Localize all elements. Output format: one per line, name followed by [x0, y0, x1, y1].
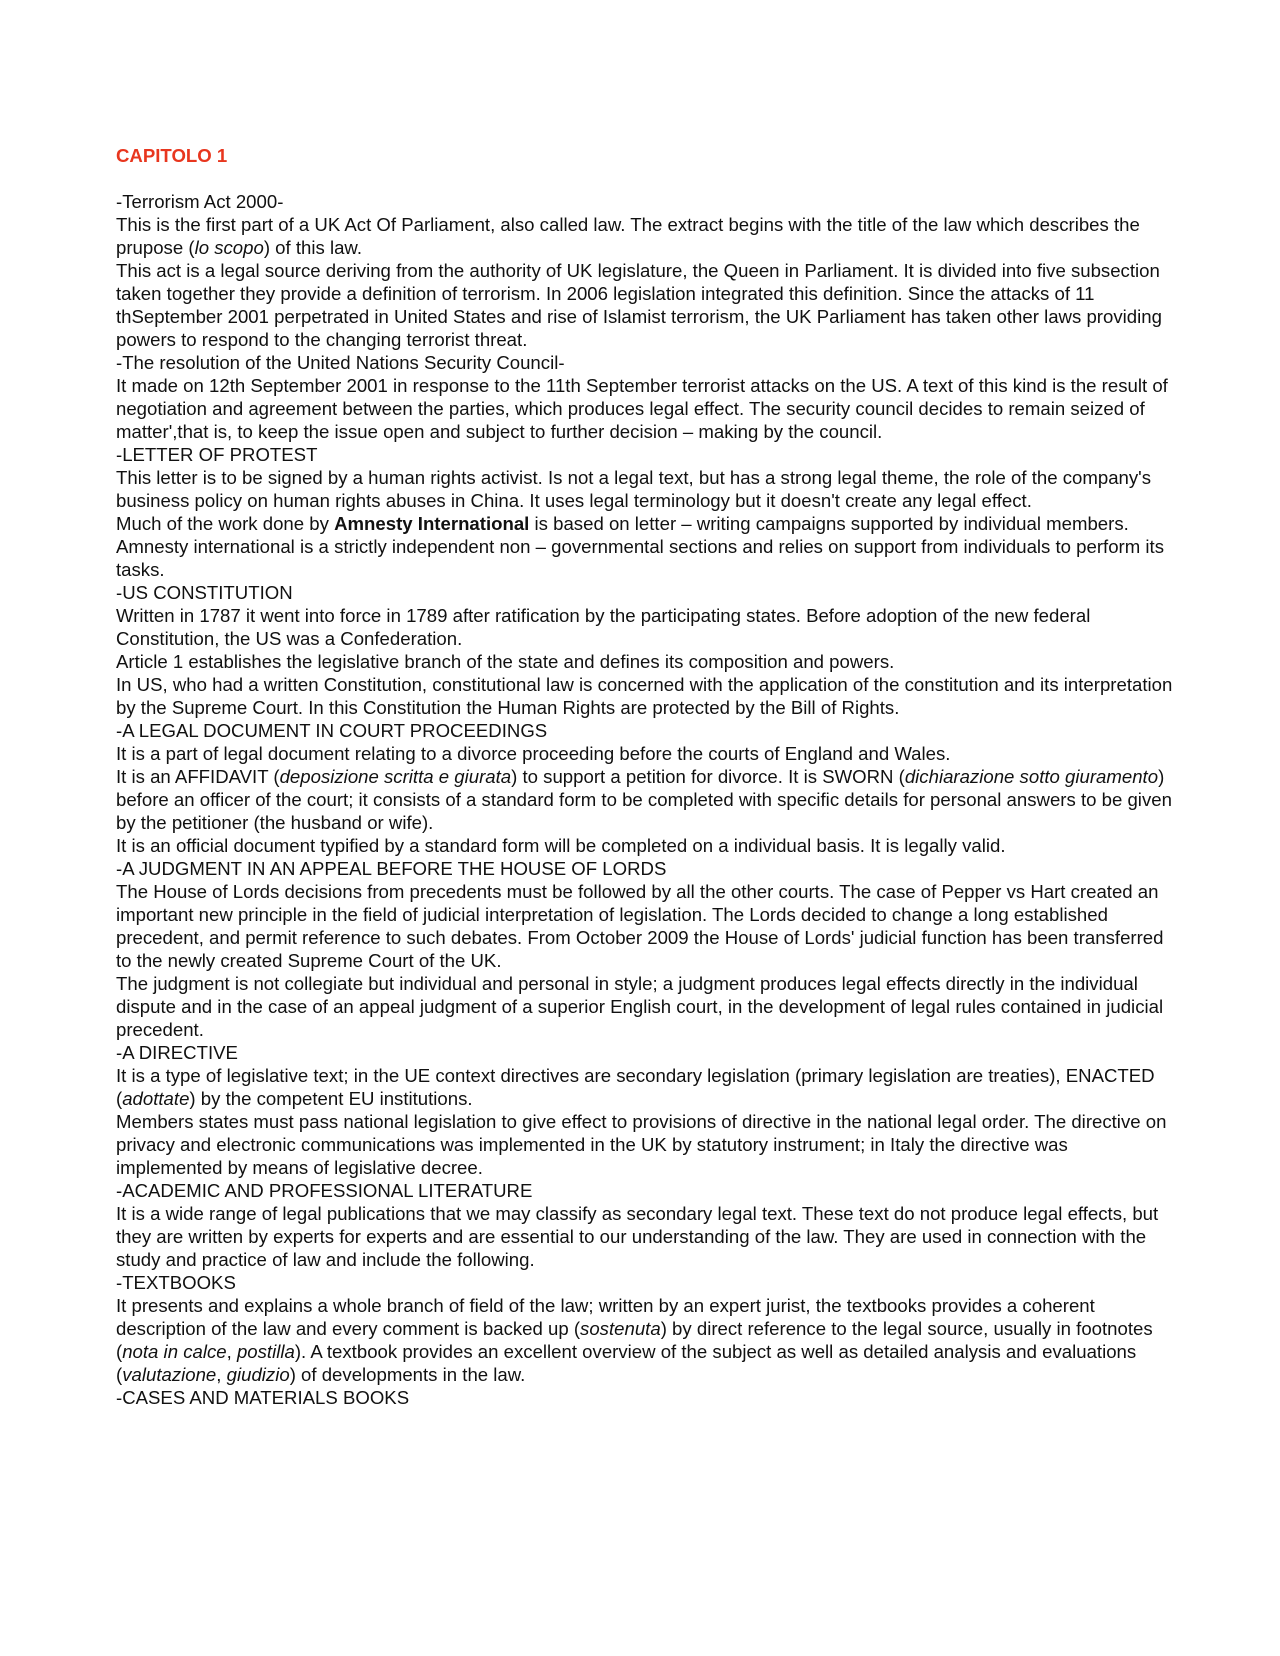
text-run: is based on letter – writing campaigns supported by individual members. Amnesty international is a strictly independent non – governmental sections and relies on support from individuals to perform its tasks. — [116, 513, 1164, 580]
paragraph — [116, 1294, 1176, 1386]
text-run: ) of developments in the law. — [289, 1364, 526, 1385]
paragraph: This act is a legal source deriving from the authority of UK legislature, the Queen in Parliament. It is divided into five subsection taken together they provide a definition of terrorism. In 2006 legislation integrated this definition. Since the attacks of 11 thSeptember 2001 perpetrated in United States and rise of Islamist terrorism, the UK Parliament has taken other laws providing powers to respond to the changing terrorist threat. — [116, 260, 1162, 350]
section-heading-legal-document: -A LEGAL DOCUMENT IN COURT PROCEEDINGS — [116, 720, 548, 741]
text-run: , — [216, 1364, 227, 1385]
italic-term: giudizio — [226, 1364, 290, 1385]
bold-term: Amnesty International — [334, 513, 530, 534]
text-run: ) by the competent EU institutions. — [189, 1088, 473, 1109]
italic-term: valutazione — [122, 1364, 217, 1385]
paragraph: Members states must pass national legislation to give effect to provisions of directive in the national legal order. The directive on privacy and electronic communications was implemented in the UK by statutory instrument; in Italy the directive was implemented by means of legislative decree. — [116, 1111, 1167, 1178]
section-heading-letter-of-protest: -LETTER OF PROTEST — [116, 444, 318, 465]
text-run: , — [226, 1341, 237, 1362]
paragraph: It is a part of legal document relating to a divorce proceeding before the courts of England and Wales. — [116, 743, 951, 764]
paragraph: It made on 12th September 2001 in response to the 11th September terrorist attacks on the US. A text of this kind is the result of negotiation and agreement between the parties, which produces legal effect. The security council decides to remain seized of matter',that is, to keep the issue open and subject to further decision – making by the council. — [116, 375, 1168, 442]
italic-term: deposizione scritta e giurata — [279, 766, 512, 787]
paragraph — [116, 213, 1176, 259]
paragraph: This letter is to be signed by a human rights activist. Is not a legal text, but has a strong legal theme, the role of the company's business policy on human rights abuses in China. It uses legal terminology but it doesn't create any legal effect. — [116, 467, 1152, 511]
text-run: This is the first part of a UK Act Of Parliament, also called law. The extract begins with the title of the law which describes the prupose ( — [116, 214, 1140, 258]
italic-term: lo scopo — [194, 237, 264, 258]
text-run: ) by direct reference to the legal source, usually in footnotes ( — [116, 1318, 1153, 1362]
section-heading-us-constitution: -US CONSTITUTION — [116, 582, 293, 603]
section-heading-terrorism-act: -Terrorism Act 2000- — [116, 191, 284, 212]
text-run: ) to support a petition for divorce. It is SWORN ( — [511, 766, 905, 787]
italic-term: dichiarazione sotto giuramento — [904, 766, 1159, 787]
italic-term: nota in calce — [122, 1341, 227, 1362]
section-heading-cases-materials: -CASES AND MATERIALS BOOKS — [116, 1387, 410, 1408]
paragraph: It is a wide range of legal publications that we may classify as secondary legal text. These text do not produce legal effects, but they are written by experts for experts and are essential to our understanding of the law. They are used in connection with the study and practice of law and include the following. — [116, 1203, 1159, 1270]
italic-term: adottate — [122, 1088, 190, 1109]
chapter-title: CAPITOLO 1 — [116, 145, 228, 166]
section-heading-un-resolution: -The resolution of the United Nations Security Council- — [116, 352, 565, 373]
text-run: Much of the work done by — [116, 513, 335, 534]
section-heading-textbooks: -TEXTBOOKS — [116, 1272, 236, 1293]
paragraph: In US, who had a written Constitution, constitutional law is concerned with the application of the constitution and its interpretation by the Supreme Court. In this Constitution the Human Rights are protected by the Bill of Rights. — [116, 674, 1173, 718]
text-run: It presents and explains a whole branch of field of the law; written by an expert jurist, the textbooks provides a coherent description of the law and every comment is backed up ( — [116, 1295, 1095, 1339]
document-body — [116, 144, 1176, 1409]
paragraph: Article 1 establishes the legislative branch of the state and defines its composition and powers. — [116, 651, 895, 672]
paragraph: Written in 1787 it went into force in 1789 after ratification by the participating states. Before adoption of the new federal Constitution, the US was a Confederation. — [116, 605, 1091, 649]
text-run: It is a type of legislative text; in the UE context directives are secondary legislation (primary legislation are treaties), ENACTED ( — [116, 1065, 1155, 1109]
paragraph — [116, 765, 1176, 834]
paragraph: The judgment is not collegiate but individual and personal in style; a judgment produces legal effects directly in the individual dispute and in the case of an appeal judgment of a superior English court, in the development of legal rules contained in judicial precedent. — [116, 973, 1164, 1040]
text-run: It is an AFFIDAVIT ( — [116, 766, 280, 787]
paragraph — [116, 1064, 1176, 1110]
paragraph: The House of Lords decisions from precedents must be followed by all the other courts. The case of Pepper vs Hart created an important new principle in the field of judicial interpretation of legislation. The Lords decided to change a long established precedent, and permit reference to such debates. From October 2009 the House of Lords' judicial function has been transferred to the newly created Supreme Court of the UK. — [116, 881, 1164, 971]
section-heading-academic-literature: -ACADEMIC AND PROFESSIONAL LITERATURE — [116, 1180, 533, 1201]
section-heading-directive: -A DIRECTIVE — [116, 1042, 238, 1063]
paragraph: It is an official document typified by a standard form will be completed on a individual basis. It is legally valid. — [116, 835, 1006, 856]
italic-term: postilla — [236, 1341, 295, 1362]
text-run: ) before an officer of the court; it consists of a standard form to be completed with specific details for personal answers to be given by the petitioner (the husband or wife). — [116, 766, 1172, 833]
text-run: ). A textbook provides an excellent overview of the subject as well as detailed analysis and evaluations ( — [116, 1341, 1137, 1385]
paragraph — [116, 512, 1176, 581]
section-heading-judgment: -A JUDGMENT IN AN APPEAL BEFORE THE HOUSE OF LORDS — [116, 858, 667, 879]
italic-term: sostenuta — [580, 1318, 661, 1339]
text-run: ) of this law. — [263, 237, 362, 258]
